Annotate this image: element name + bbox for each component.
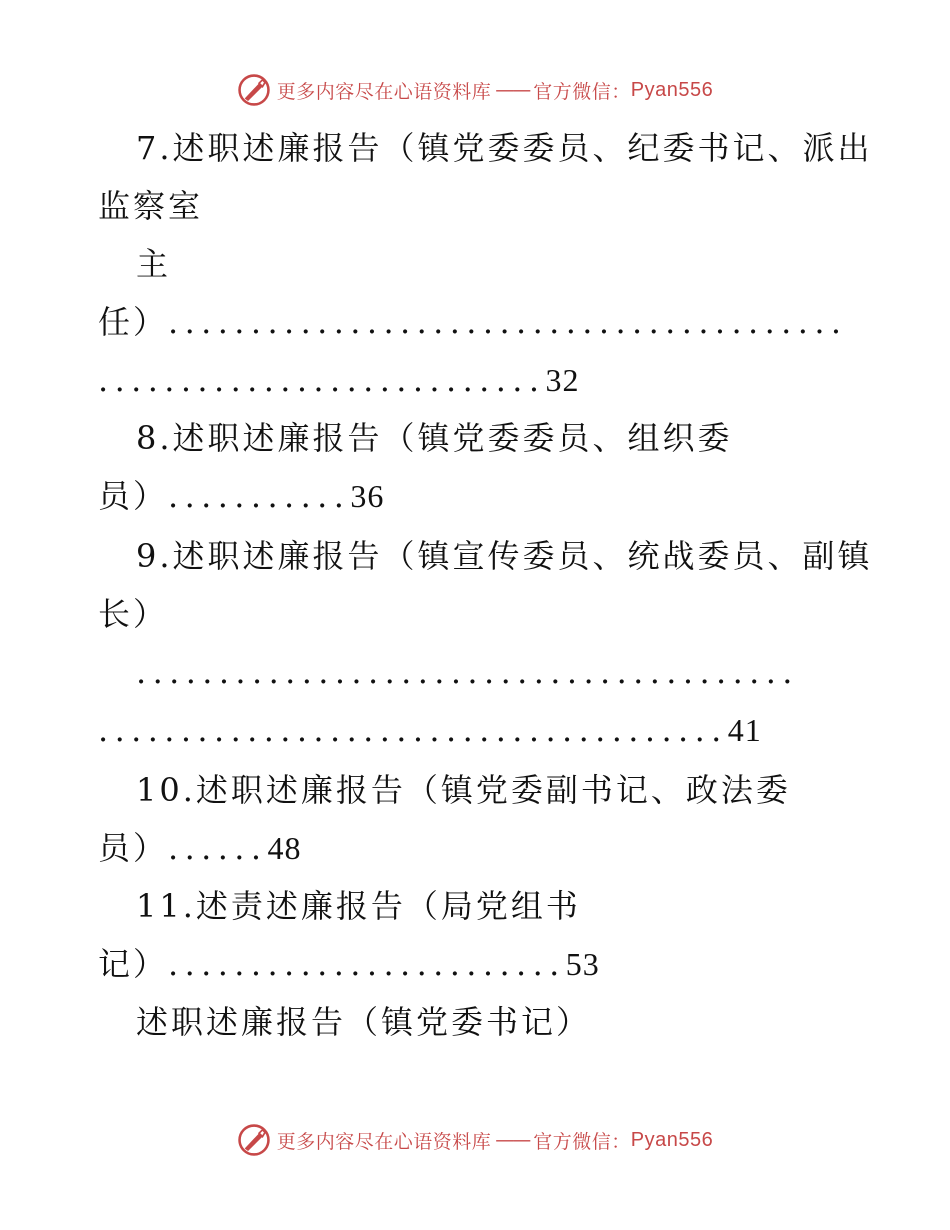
watermark-separator: —— <box>495 1129 530 1151</box>
toc-item-7-leader-dots: ......................................... <box>168 303 848 341</box>
toc-item-10-title: 10.述职述廉报告（镇党委副书记、政法委 <box>136 771 791 809</box>
toc-item-7-title-cont2: 主 <box>136 245 172 283</box>
toc-item-8-leader-dots: ........... <box>168 477 351 515</box>
toc-item-10-title-end: 员） <box>98 829 169 867</box>
toc-item-10-page-number: 48 <box>267 830 302 866</box>
watermark-banner-top <box>0 70 950 110</box>
toc-item-8-title: 8.述职述廉报告（镇党委委员、组织委 <box>136 419 733 457</box>
toc-item-7-page-number: 32 <box>545 362 580 398</box>
watermark-text: 更多内容尽在心语资料库 <box>276 80 492 103</box>
toc-item-7-leader-row <box>98 302 847 342</box>
toc-item-9-title-cont: 长） <box>98 595 169 633</box>
wechat-id: Pyan556 <box>630 78 714 101</box>
wechat-label: 官方微信： <box>533 80 631 103</box>
toc-item-9-page-number: 41 <box>727 712 762 748</box>
toc-item-7-page-row <box>98 360 579 400</box>
toc-item-9-title: 9.述职述廉报告（镇宣传委员、统战委员、副镇 <box>136 537 873 575</box>
toc-item-10-page-row <box>98 828 301 868</box>
wechat-label: 官方微信： <box>533 1130 631 1153</box>
toc-item-8-page-row <box>98 476 384 516</box>
toc-item-11-title-end: 记） <box>98 945 169 983</box>
watermark-text: 更多内容尽在心语资料库 <box>276 1130 492 1153</box>
section-heading: 述职述廉报告（镇党委书记） <box>136 1003 592 1041</box>
pen-nib-logo-icon <box>237 73 271 107</box>
toc-item-7-title-end: 任） <box>98 303 169 341</box>
watermark-separator: —— <box>495 79 530 101</box>
watermark-banner-bottom <box>0 1120 950 1160</box>
toc-item-9-leader-row <box>136 652 799 692</box>
toc-item-11-page-number: 53 <box>565 946 600 982</box>
toc-item-10-leader-dots: ...... <box>168 829 268 867</box>
toc-item-9-leader-dots-2: ...................................... <box>98 711 728 749</box>
toc-item-11-page-row <box>98 944 600 984</box>
toc-item-8-title-end: 员） <box>98 477 169 515</box>
toc-item-9-page-row <box>98 710 762 750</box>
toc-item-7-title: 7.述职述廉报告（镇党委委员、纪委书记、派出 <box>136 129 873 167</box>
wechat-id: Pyan556 <box>630 1128 714 1151</box>
pen-nib-logo-icon <box>237 1123 271 1157</box>
toc-item-11-title: 11.述责述廉报告（局党组书 <box>136 887 581 925</box>
toc-item-8-page-number: 36 <box>350 478 385 514</box>
toc-item-7-leader-dots-2: ........................... <box>98 361 546 399</box>
toc-item-9-leader-dots: ........................................ <box>136 653 799 691</box>
toc-item-7-title-cont: 监察室 <box>98 187 204 225</box>
toc-item-11-leader-dots: ........................ <box>168 945 566 983</box>
